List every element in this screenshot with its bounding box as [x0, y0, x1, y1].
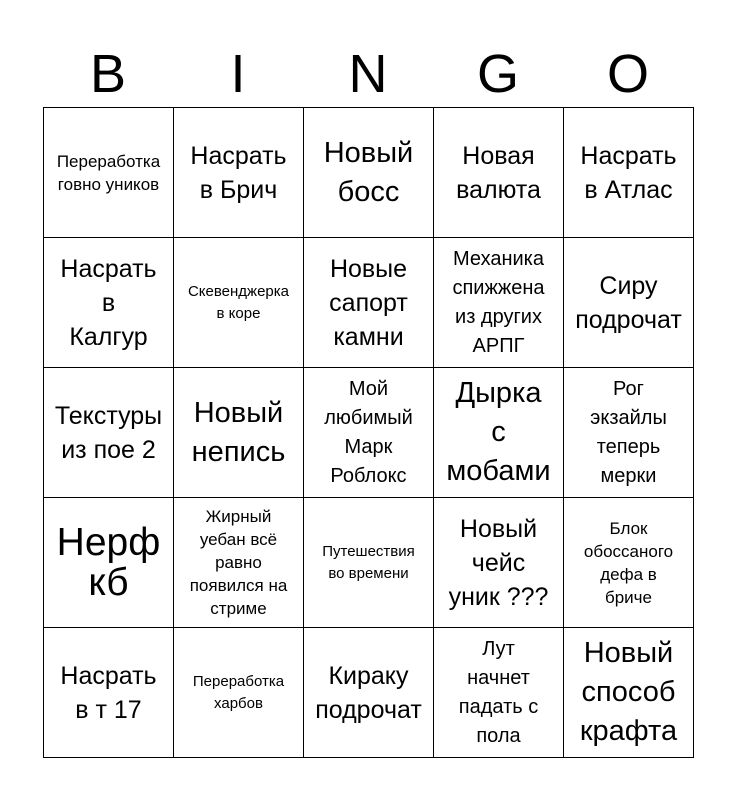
bingo-cell[interactable] — [434, 628, 564, 758]
bingo-cell[interactable] — [434, 368, 564, 498]
cell-text: Переработка харбов — [192, 672, 285, 712]
bingo-cell[interactable] — [304, 368, 434, 498]
cell-text: Рог экзайлы теперь мерки — [590, 377, 667, 487]
cell-text: Насрать в Атлас — [580, 141, 677, 204]
cell-text: Переработка говно уников — [56, 151, 161, 194]
header-letter-n: N — [348, 44, 388, 104]
bingo-grid — [43, 107, 694, 758]
cell-text: Текстуры из пое 2 — [54, 401, 163, 464]
cell-text: Дырка с мобами — [446, 377, 551, 487]
cell-text: Сиру подрочат — [575, 271, 682, 334]
bingo-cell[interactable] — [44, 108, 174, 238]
bingo-cell[interactable] — [304, 108, 434, 238]
cell-text: Лут начнет падать с пола — [458, 637, 539, 747]
bingo-cell[interactable] — [174, 498, 304, 628]
header-letter-i: I — [230, 44, 246, 104]
bingo-cell[interactable] — [174, 108, 304, 238]
bingo-cell[interactable] — [44, 368, 174, 498]
bingo-header — [43, 40, 693, 108]
cell-text: Мой любимый Марк Роблокс — [324, 377, 413, 487]
cell-text: Насрать в Калгур — [60, 254, 157, 351]
cell-text: Новый способ крафта — [579, 637, 678, 747]
cell-text: Насрать в т 17 — [60, 661, 157, 724]
bingo-cell[interactable] — [174, 628, 304, 758]
bingo-cell[interactable] — [44, 498, 174, 628]
header-letter-g: G — [476, 44, 519, 104]
cell-text: Нерф кб — [56, 520, 161, 604]
cell-text: Новые сапорт камни — [329, 254, 408, 351]
cell-text: Путешествия во времени — [322, 542, 415, 582]
bingo-cell[interactable] — [304, 628, 434, 758]
bingo-cell[interactable] — [564, 628, 694, 758]
header-letter-b: B — [89, 44, 127, 104]
bingo-cell[interactable] — [564, 368, 694, 498]
cell-text: Новая валюта — [456, 141, 541, 204]
cell-text: Новый непись — [191, 396, 286, 468]
bingo-cell[interactable] — [304, 238, 434, 368]
cell-text: Жирный уебан всё равно появился на стриме — [189, 507, 288, 618]
cell-text: Новый босс — [323, 136, 414, 208]
cell-text: Механика спижжена из других АРПГ — [452, 247, 545, 357]
cell-text: Скевенджерка в коре — [187, 282, 290, 322]
bingo-cell[interactable] — [564, 238, 694, 368]
bingo-cell[interactable] — [44, 238, 174, 368]
bingo-cell[interactable] — [564, 108, 694, 238]
bingo-cell[interactable] — [434, 498, 564, 628]
cell-text: Насрать в Брич — [190, 141, 287, 204]
cell-text: Блок обоссаного дефа в бриче — [583, 518, 674, 607]
bingo-cell[interactable] — [174, 368, 304, 498]
header-letter-o: O — [606, 44, 649, 104]
bingo-cell[interactable] — [564, 498, 694, 628]
cell-text: Кираку подрочат — [315, 661, 422, 724]
bingo-cell[interactable] — [434, 238, 564, 368]
bingo-cell[interactable] — [434, 108, 564, 238]
bingo-cell[interactable] — [174, 238, 304, 368]
cell-text: Новый чейс уник ??? — [448, 514, 549, 611]
bingo-cell[interactable] — [44, 628, 174, 758]
bingo-cell[interactable] — [304, 498, 434, 628]
